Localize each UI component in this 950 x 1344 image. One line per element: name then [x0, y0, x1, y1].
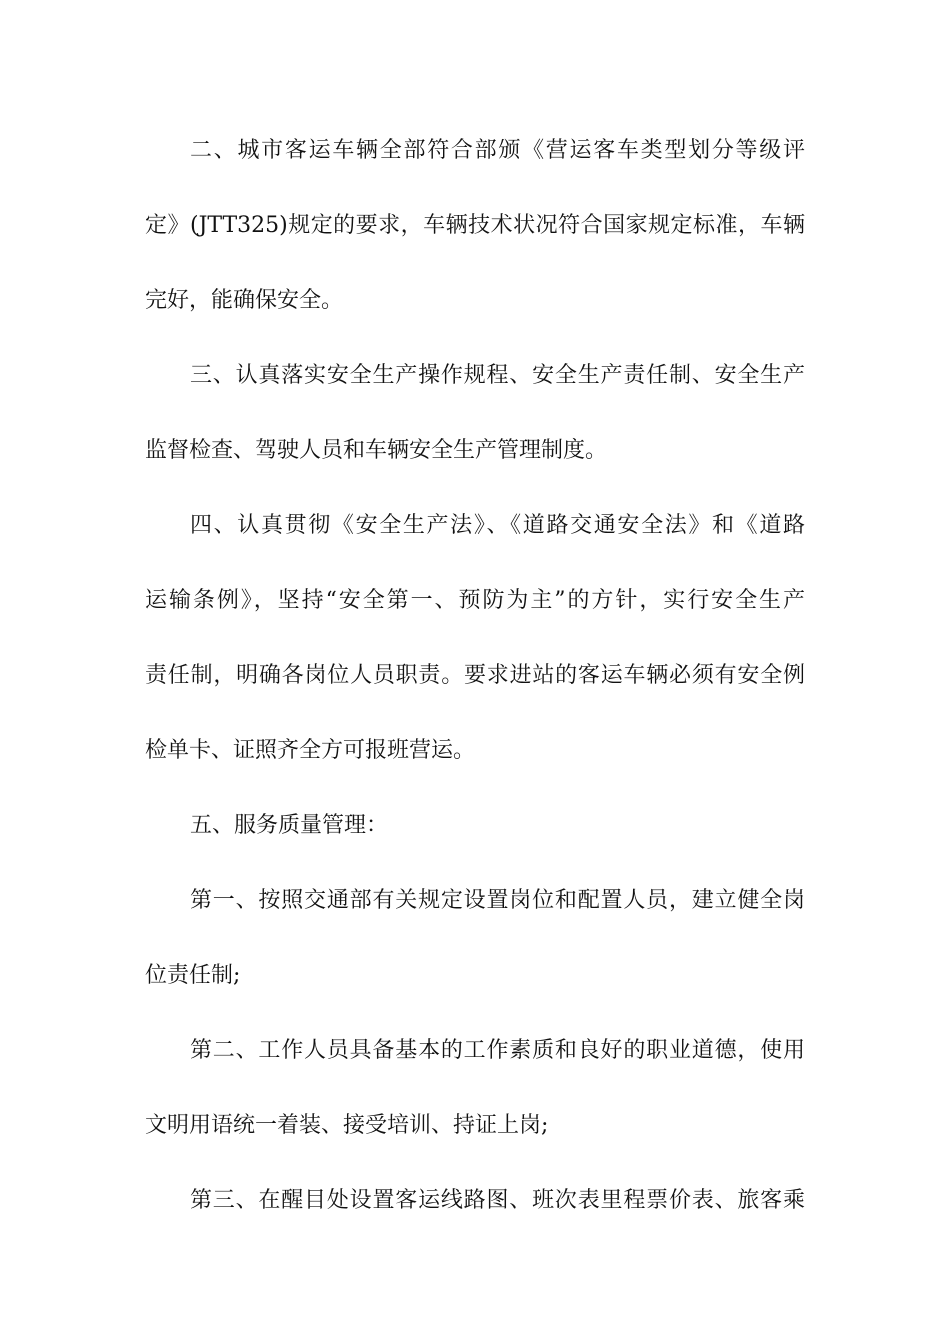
- paragraph-3-line-2: 监督检查、驾驶人员和车辆安全生产管理制度。: [145, 438, 608, 463]
- paragraph-2-line-1: 二、城市客运车辆全部符合部颁《营运客车类型划分等级评: [190, 138, 805, 163]
- paragraph-3-line-1: 三、认真落实安全生产操作规程、安全生产责任制、安全生产: [190, 363, 805, 388]
- item-2-line-2: 文明用语统一着装、接受培训、持证上岗;: [145, 1113, 549, 1138]
- paragraph-4-line-2: 运输条例》，坚持“安全第一、预防为主”的方针，实行安全生产: [145, 588, 805, 613]
- section-5-heading: 五、服务质量管理：: [190, 813, 389, 838]
- paragraph-4-line-3: 责任制，明确各岗位人员职责。要求进站的客运车辆必须有安全例: [145, 663, 805, 688]
- item-2-line-1: 第二、工作人员具备基本的工作素质和良好的职业道德，使用: [190, 1038, 805, 1063]
- paragraph-4-line-4: 检单卡、证照齐全方可报班营运。: [145, 738, 476, 763]
- item-3-line-1: 第三、在醒目处设置客运线路图、班次表里程票价表、旅客乘: [190, 1188, 805, 1213]
- paragraph-2-line-3: 完好，能确保安全。: [145, 288, 344, 313]
- item-1-line-2: 位责任制;: [145, 963, 241, 988]
- paragraph-2-line-2: 定》(JTT325)规定的要求，车辆技术状况符合国家规定标准，车辆: [145, 213, 805, 238]
- item-1-line-1: 第一、按照交通部有关规定设置岗位和配置人员，建立健全岗: [190, 888, 805, 913]
- document-body: [145, 126, 805, 1251]
- paragraph-4-line-1: 四、认真贯彻《安全生产法》、《道路交通安全法》和《道路: [190, 513, 805, 538]
